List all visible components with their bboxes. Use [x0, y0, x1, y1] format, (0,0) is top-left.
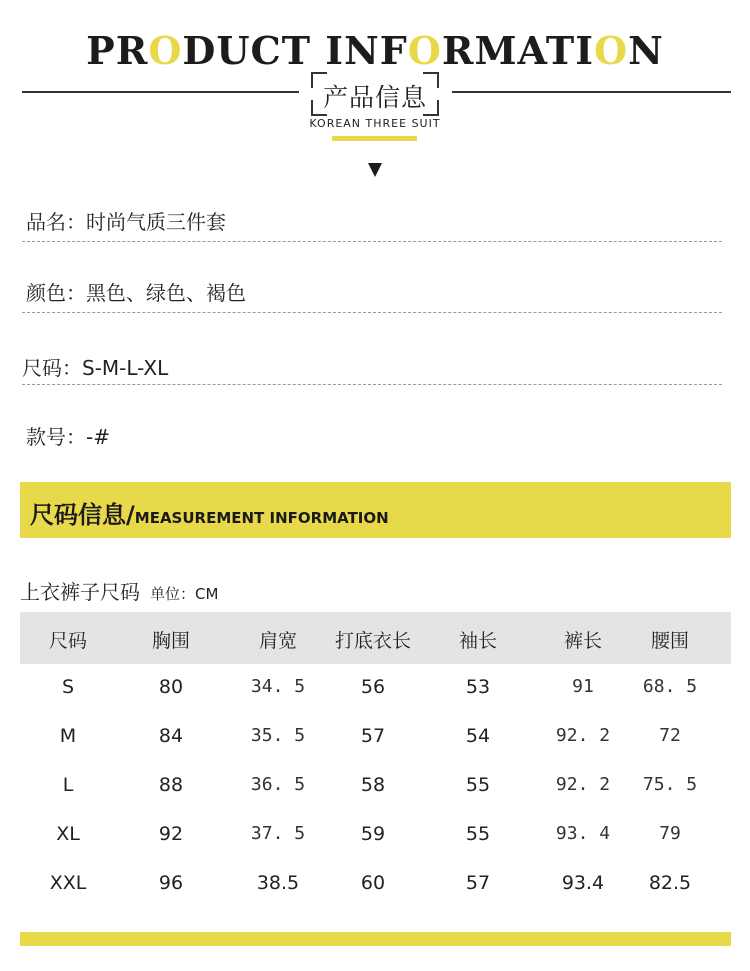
table-cell: 91 [572, 676, 594, 697]
table-cell: 38.5 [256, 872, 300, 894]
table-caption [20, 576, 218, 605]
table-cell: 88 [158, 774, 184, 796]
cn-title-frame [311, 72, 439, 116]
table-cell: L [62, 774, 74, 796]
header-rule-left [22, 91, 299, 93]
title-part-highlight: O [407, 28, 442, 73]
table-cell: XXL [49, 872, 87, 894]
table-cell: 60 [360, 872, 386, 894]
table-header-cell: 腰围 [650, 630, 689, 652]
title-part: N [628, 28, 664, 73]
table-cell: 96 [158, 872, 184, 894]
info-label: 品名： [26, 210, 86, 234]
table-cell: M [59, 725, 77, 747]
section-title-sep: / [126, 501, 135, 529]
table-cell: 35. 5 [250, 725, 306, 746]
table-cell: 82.5 [648, 872, 692, 894]
info-label: 颜色： [26, 281, 86, 305]
arrow-down-icon [368, 163, 382, 177]
info-value: 时尚气质三件套 [86, 210, 226, 234]
table-header-cell: 打底衣长 [334, 630, 411, 652]
table-header-cell: 尺码 [48, 630, 87, 652]
table-cell: 72 [659, 725, 681, 746]
info-value: S-M-L-XL [82, 356, 169, 380]
info-label: 尺码： [22, 356, 82, 380]
table-header-cell: 肩宽 [258, 630, 297, 652]
table-cell: 53 [465, 676, 491, 698]
table-cell: 37. 5 [250, 823, 306, 844]
info-value: 黑色、绿色、褐色 [86, 281, 246, 305]
info-divider [22, 312, 722, 313]
table-cell: 84 [158, 725, 184, 747]
table-cell: 36. 5 [250, 774, 306, 795]
info-row-name [26, 206, 226, 235]
table-cell: 57 [360, 725, 386, 747]
info-row-style-no [26, 421, 110, 450]
table-cell: S [61, 676, 75, 698]
section-title-cn: 尺码信息 [30, 501, 126, 529]
table-header-cell: 胸围 [151, 630, 190, 652]
title-part: DUCT INF [182, 28, 408, 73]
info-row-size [22, 352, 168, 381]
table-header-cell: 袖长 [458, 630, 497, 652]
title-part: RMATI [441, 28, 594, 73]
cn-title: 产品信息 [322, 83, 427, 112]
header-rule-right [452, 91, 731, 93]
table-unit: 单位：CM [150, 585, 219, 603]
table-cell: 79 [659, 823, 681, 844]
section-banner [20, 482, 731, 538]
table-cell: 55 [465, 774, 491, 796]
table-caption-title: 上衣裤子尺码 [20, 580, 140, 604]
table-cell: 92. 2 [555, 725, 611, 746]
table-cell: 34. 5 [250, 676, 306, 697]
bottom-accent-bar [20, 932, 731, 946]
info-divider [22, 384, 722, 385]
table-cell: 92 [158, 823, 184, 845]
section-title-en: MEASUREMENT INFORMATION [134, 509, 389, 527]
title-part: PR [86, 28, 149, 73]
table-cell: 58 [360, 774, 386, 796]
info-label: 款号： [26, 425, 86, 449]
info-row-color [26, 277, 246, 306]
table-cell: 59 [360, 823, 386, 845]
subtitle-underline [332, 136, 417, 141]
table-cell: XL [56, 823, 80, 845]
table-cell: 68. 5 [642, 676, 698, 697]
info-value: -# [86, 425, 110, 449]
title-part-highlight: O [593, 28, 629, 73]
table-cell: 75. 5 [642, 774, 698, 795]
info-divider [22, 241, 722, 242]
section-title [30, 495, 389, 530]
table-cell: 93. 4 [555, 823, 611, 844]
table-cell: 92. 2 [555, 774, 611, 795]
table-cell: 57 [465, 872, 491, 894]
table-cell: 93.4 [561, 872, 605, 894]
table-header-cell: 裤长 [563, 630, 602, 652]
table-cell: 54 [465, 725, 491, 747]
table-cell: 80 [158, 676, 184, 698]
title-part-highlight: O [148, 28, 183, 73]
table-cell: 55 [465, 823, 491, 845]
page-title [0, 28, 750, 73]
table-cell: 56 [360, 676, 386, 698]
subtitle: KOREAN THREE SUIT [309, 117, 441, 130]
